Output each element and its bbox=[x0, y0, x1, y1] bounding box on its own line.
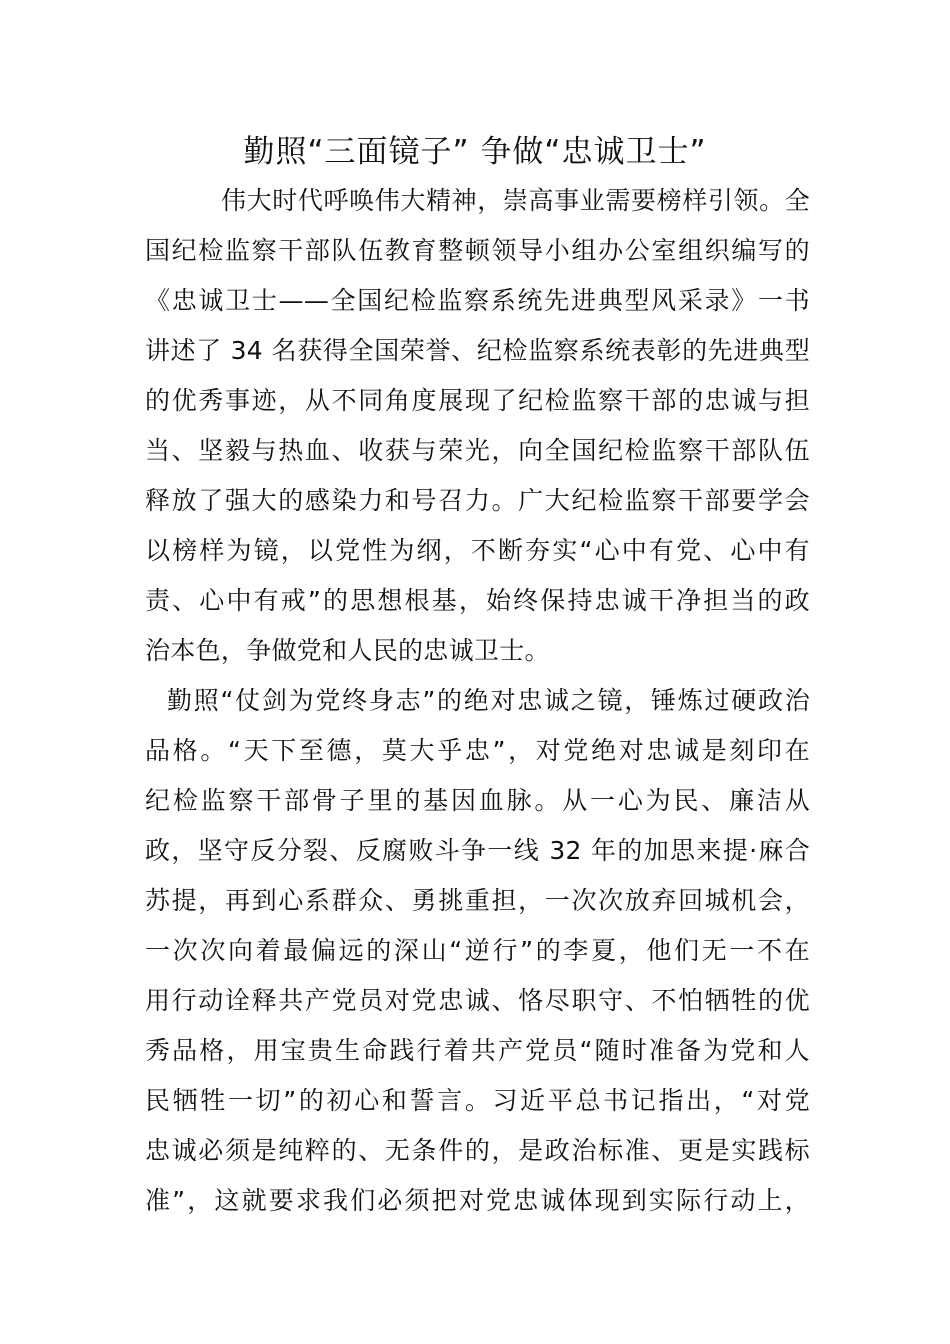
document-title: 勤照“三面镜子” 争做“忠诚卫士” bbox=[243, 134, 707, 170]
text-line: 伟大时代呼唤伟大精神，崇高事业需要榜样引领。全 bbox=[221, 186, 810, 215]
text-line: 释放了强大的感染力和号召力。广大纪检监察干部要学会 bbox=[145, 486, 810, 515]
text-line: 治本色，争做党和人民的忠诚卫士。 bbox=[145, 636, 550, 665]
text-line: 勤照“仗剑为党终身志”的绝对忠诚之镜，锤炼过硬政治 bbox=[167, 686, 810, 715]
text-line: 纪检监察干部骨子里的基因血脉。从一心为民、廉洁从 bbox=[145, 786, 810, 815]
text-line: 政，坚守反分裂、反腐败斗争一线 32 年的加思来提·麻合 bbox=[145, 836, 810, 865]
text-line: 苏提，再到心系群众、勇挑重担，一次次放弃回城机会， bbox=[145, 886, 810, 915]
document-body bbox=[145, 176, 810, 1226]
text-line: 的优秀事迹，从不同角度展现了纪检监察干部的忠诚与担 bbox=[145, 386, 810, 415]
text-line: 秀品格，用宝贵生命践行着共产党员“随时准备为党和人 bbox=[145, 1036, 810, 1065]
text-line: 以榜样为镜，以党性为纲，不断夯实“心中有党、心中有 bbox=[145, 536, 810, 565]
text-line: 民牺牲一切”的初心和誓言。习近平总书记指出，“对党 bbox=[145, 1086, 810, 1115]
text-line: 国纪检监察干部队伍教育整顿领导小组办公室组织编写的 bbox=[145, 236, 810, 265]
text-line: 《忠诚卫士——全国纪检监察系统先进典型风采录》一书 bbox=[145, 286, 810, 315]
text-line: 一次次向着最偏远的深山“逆行”的李夏，他们无一不在 bbox=[145, 936, 810, 965]
text-line: 用行动诠释共产党员对党忠诚、恪尽职守、不怕牺牲的优 bbox=[145, 986, 810, 1015]
text-line: 当、坚毅与热血、收获与荣光，向全国纪检监察干部队伍 bbox=[145, 436, 810, 465]
text-line: 忠诚必须是纯粹的、无条件的，是政治标准、更是实践标 bbox=[145, 1136, 810, 1165]
paragraph-intro bbox=[145, 176, 810, 676]
text-line: 品格。“天下至德，莫大乎忠”，对党绝对忠诚是刻印在 bbox=[145, 736, 810, 765]
text-line: 讲述了 34 名获得全国荣誉、纪检监察系统表彰的先进典型 bbox=[145, 336, 810, 365]
text-line: 责、心中有戒”的思想根基，始终保持忠诚干净担当的政 bbox=[145, 586, 810, 615]
text-line: 准”，这就要求我们必须把对党忠诚体现到实际行动上， bbox=[145, 1186, 810, 1215]
paragraph-loyalty-mirror bbox=[145, 676, 810, 1226]
